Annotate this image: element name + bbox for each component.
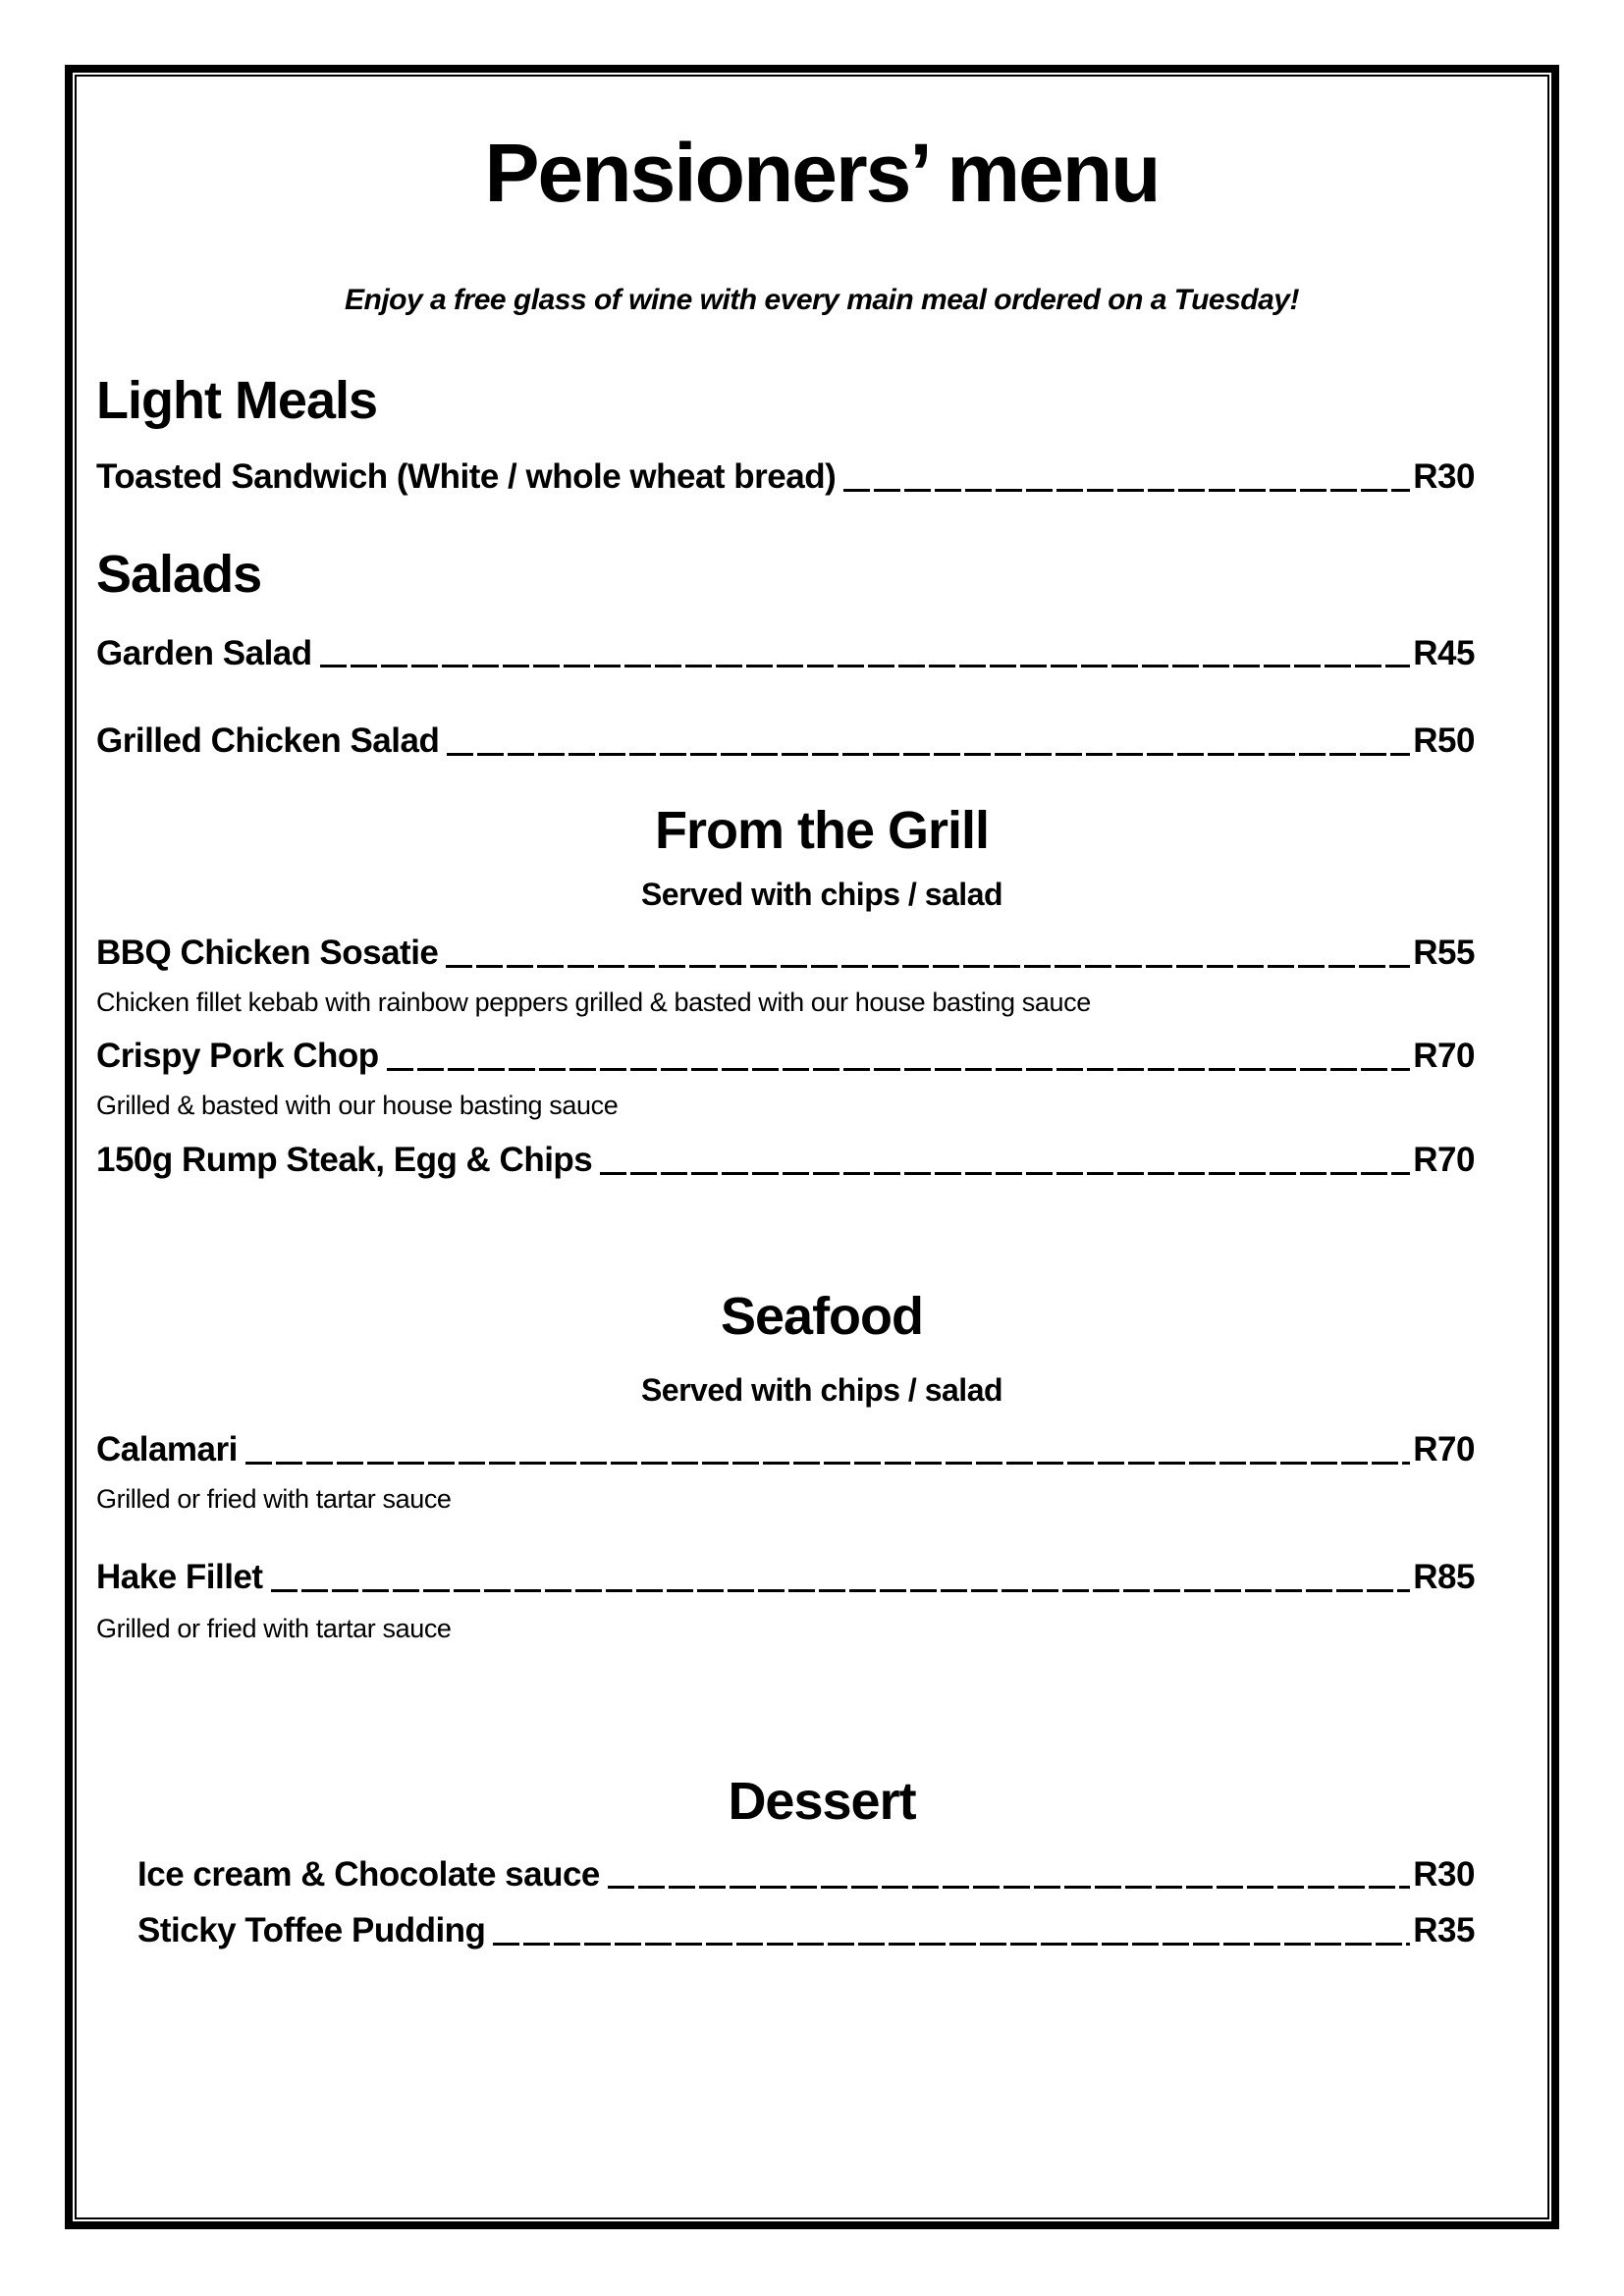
item-description: Grilled & basted with our house basting sauce (96, 1091, 619, 1121)
item-price: R50 (1413, 721, 1475, 761)
item-description: Chicken fillet kebab with rainbow peppers grilled & basted with our house basting sauce (96, 987, 1091, 1017)
item-price: R70 (1413, 1430, 1475, 1469)
menu-item-row (96, 932, 1547, 975)
item-price: R85 (1413, 1557, 1475, 1596)
section-heading-seafood: Seafood (720, 1286, 924, 1346)
section-heading-from-the-grill: From the Grill (654, 801, 990, 861)
menu-item-row (96, 632, 1547, 675)
item-name: 150g Rump Steak, Egg & Chips (96, 1140, 593, 1179)
page-title: Pensioners’ menu (484, 127, 1160, 219)
menu-item-row (96, 1556, 1547, 1599)
item-name: Ice cream & Chocolate sauce (137, 1854, 600, 1894)
item-name: Hake Fillet (96, 1557, 263, 1596)
menu-item-row (96, 1035, 1547, 1078)
section-subheading: Served with chips / salad (640, 1371, 1003, 1408)
item-price: R55 (1413, 933, 1475, 972)
page-border (65, 65, 1559, 2229)
menu-page (77, 77, 1547, 2217)
menu-item-row (96, 1139, 1547, 1182)
menu-item-row (96, 1853, 1547, 1896)
item-price: R30 (1413, 457, 1475, 497)
section-heading-light-meals: Light Meals (96, 371, 378, 430)
section-heading-dessert: Dessert (728, 1772, 916, 1832)
menu-item-row (96, 455, 1547, 499)
menu-item-row (96, 1428, 1547, 1471)
menu-item-row (96, 720, 1547, 763)
tagline: Enjoy a free glass of wine with every main meal ordered on a Tuesday! (345, 284, 1299, 316)
item-name: BBQ Chicken Sosatie (96, 933, 439, 972)
item-description: Grilled or fried with tartar sauce (96, 1484, 452, 1515)
item-name: Grilled Chicken Salad (96, 721, 440, 761)
item-description: Grilled or fried with tartar sauce (96, 1613, 452, 1643)
item-price: R35 (1413, 1911, 1475, 1950)
item-name: Calamari (96, 1430, 238, 1469)
item-price: R70 (1413, 1140, 1475, 1179)
item-price: R45 (1413, 633, 1475, 672)
item-price: R70 (1413, 1037, 1475, 1076)
section-heading-salads: Salads (96, 545, 262, 605)
item-name: Garden Salad (96, 633, 312, 672)
item-name: Crispy Pork Chop (96, 1037, 379, 1076)
menu-item-row (96, 1909, 1547, 1952)
page-border-inner (75, 75, 1549, 2219)
item-name: Toasted Sandwich (White / whole wheat bread) (96, 457, 837, 497)
section-subheading: Served with chips / salad (640, 877, 1003, 913)
item-name: Sticky Toffee Pudding (137, 1911, 486, 1950)
item-price: R30 (1413, 1854, 1475, 1894)
